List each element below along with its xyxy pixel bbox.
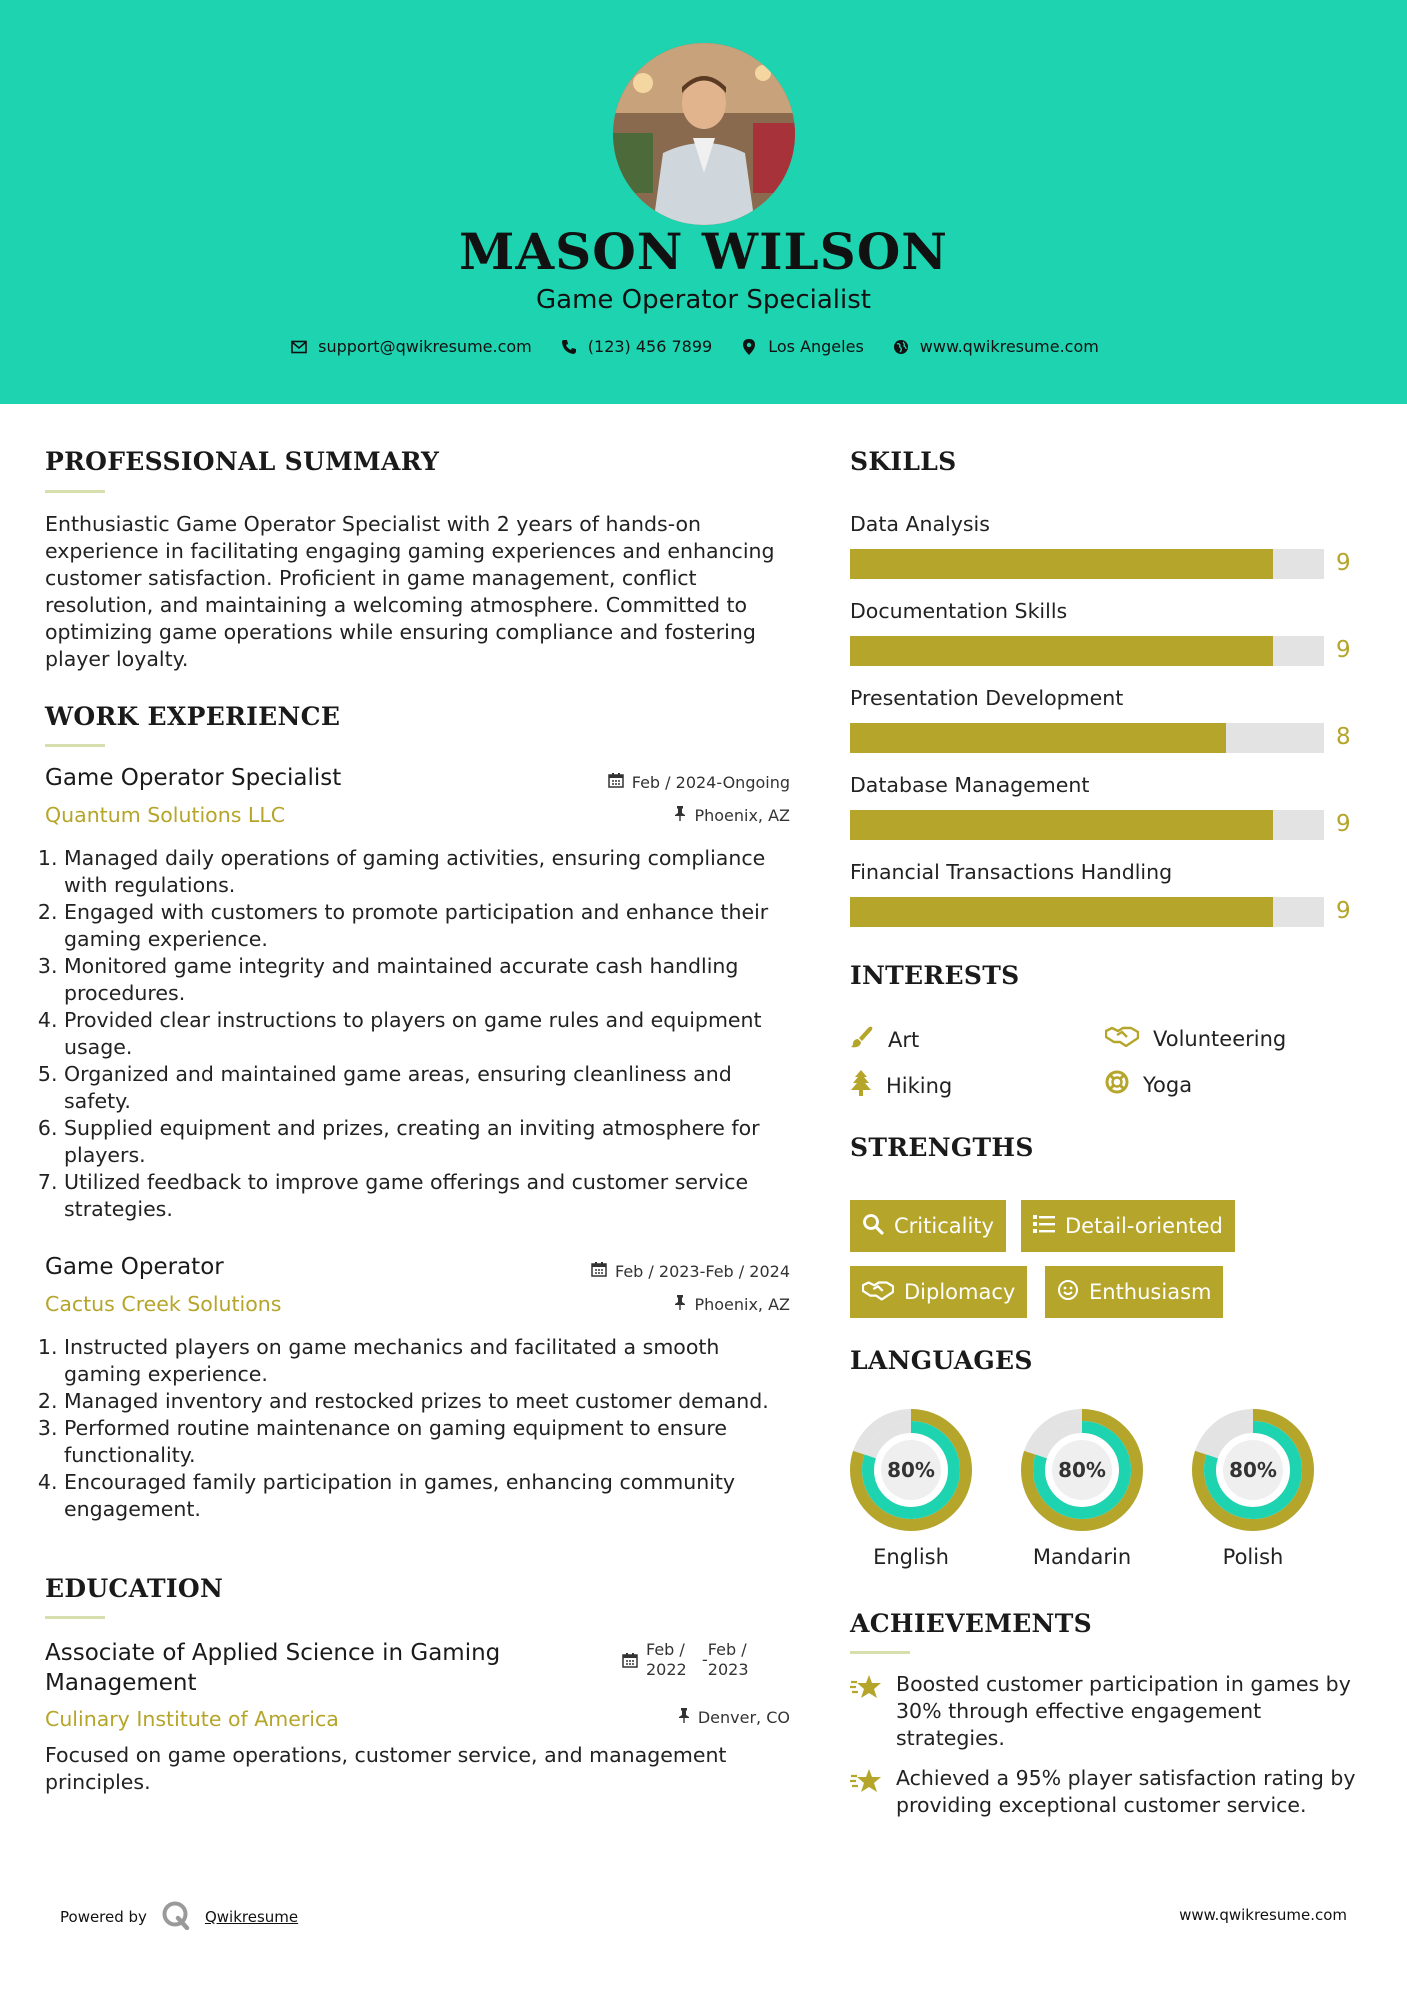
skill-bar-fill [850, 810, 1273, 840]
strength-chip [850, 1200, 1006, 1252]
skill-score: 9 [1336, 637, 1351, 663]
achievement-text: Boosted customer participation in games by 30% through effective engagement strategies. [896, 1672, 1351, 1750]
skill-label: Presentation Development [850, 686, 1124, 710]
phone-icon [560, 338, 578, 356]
achievement-item [850, 1765, 1370, 1819]
job-duties [38, 1334, 798, 1523]
achievement-item [850, 1671, 1370, 1752]
strength-chip [1021, 1200, 1235, 1252]
skill-bar-fill [850, 549, 1273, 579]
language-ring [850, 1409, 972, 1536]
calendar-icon [622, 1652, 638, 1672]
education-heading: EDUCATION [45, 1574, 224, 1603]
skill-bar-track [850, 549, 1324, 579]
language-percent: 80% [1229, 1458, 1277, 1482]
skill-label: Data Analysis [850, 512, 990, 536]
interest-label: Art [888, 1027, 920, 1052]
skill-bar-track [850, 810, 1324, 840]
paintbrush-icon [850, 1025, 874, 1054]
education-date-separator: - [702, 1650, 708, 1669]
pushpin-icon [674, 1294, 686, 1314]
list-item: 1. Managed daily operations of gaming activities, ensuring compliance with regulations. [64, 845, 798, 899]
job-location [520, 1294, 790, 1314]
powered-by-label: Powered by [60, 1908, 147, 1926]
list-item: 6. Supplied equipment and prizes, creating an inviting atmosphere for players. [64, 1115, 798, 1169]
qwikresume-logo-icon [161, 1900, 191, 1934]
job-location [520, 805, 790, 825]
list-item: 1. Instructed players on game mechanics and facilitated a smooth gaming experience. [64, 1334, 798, 1388]
handshake-icon [1105, 1025, 1139, 1052]
strength-chip [850, 1266, 1027, 1318]
header-banner [0, 0, 1407, 404]
skill-score: 8 [1336, 724, 1351, 750]
education-description: Focused on game operations, customer service, and management principles. [45, 1743, 727, 1794]
summary-text: Enthusiastic Game Operator Specialist with 2 years of hands-on experience in facilitating engaging gaming experiences and enhancing customer satisfaction. Proficient in game management, conflict resolution, and maintaining a welcoming atmosphere. Committed to optimizing game operations while ensuring compliance and fostering player loyalty. [45, 512, 775, 671]
strength-label: Criticality [894, 1214, 994, 1238]
calendar-icon [608, 772, 624, 792]
skill-bar-track [850, 636, 1324, 666]
footer-powered-by [60, 1900, 298, 1934]
experience-rule [45, 744, 105, 747]
skill-score: 9 [1336, 811, 1351, 837]
job-dates-text: Feb / 2023-Feb / 2024 [615, 1261, 790, 1281]
list-icon [1033, 1214, 1055, 1239]
skill-score: 9 [1336, 550, 1351, 576]
list-item: 7. Utilized feedback to improve game offerings and customer service strategies. [64, 1169, 798, 1223]
summary-rule [45, 490, 105, 493]
skill-score: 9 [1336, 898, 1351, 924]
education-location [520, 1707, 790, 1727]
skill-label: Financial Transactions Handling [850, 860, 1173, 884]
languages-heading: LANGUAGES [850, 1346, 1033, 1375]
language-ring [1192, 1409, 1314, 1536]
skill-bar-fill [850, 636, 1273, 666]
strength-chip [1045, 1266, 1223, 1318]
education-end: Feb / 2023 [707, 1640, 749, 1679]
education-start: Feb / 2022 [646, 1640, 687, 1679]
language-percent: 80% [887, 1458, 935, 1482]
interest-item [850, 1025, 919, 1054]
strength-label: Enthusiasm [1089, 1280, 1212, 1304]
job-location-text: Phoenix, AZ [694, 1294, 790, 1314]
interest-item [850, 1070, 952, 1101]
language-name: Mandarin [1032, 1545, 1132, 1569]
job-dates [520, 1261, 790, 1281]
interest-label: Volunteering [1153, 1026, 1287, 1051]
lifebuoy-icon [1105, 1070, 1129, 1099]
skill-label: Documentation Skills [850, 599, 1068, 623]
list-item: 3. Performed routine maintenance on gaming equipment to ensure functionality. [64, 1415, 798, 1469]
job-dates [520, 772, 790, 792]
contact-website[interactable]: www.qwikresume.com [919, 337, 1099, 356]
education-location-text: Denver, CO [697, 1707, 790, 1727]
interest-item [1105, 1025, 1286, 1052]
achievements-rule [850, 1651, 910, 1654]
job-title: Game Operator Specialist [45, 765, 342, 791]
footer-website[interactable]: www.qwikresume.com [1179, 1906, 1347, 1924]
skill-bar-track [850, 897, 1324, 927]
smile-icon [1057, 1279, 1079, 1306]
achievement-text: Achieved a 95% player satisfaction rating by providing exceptional customer service. [896, 1766, 1356, 1817]
globe-icon [892, 338, 910, 356]
award-star-icon [850, 1767, 882, 1819]
envelope-icon [290, 338, 308, 356]
skill-label: Database Management [850, 773, 1090, 797]
achievements-heading: ACHIEVEMENTS [850, 1609, 1092, 1638]
job-company: Cactus Creek Solutions [45, 1292, 282, 1316]
pushpin-icon [678, 1707, 690, 1727]
contact-email[interactable]: support@qwikresume.com [318, 337, 532, 356]
contact-location: Los Angeles [768, 337, 864, 356]
list-item: 2. Managed inventory and restocked prizes to meet customer demand. [64, 1388, 798, 1415]
award-star-icon [850, 1673, 882, 1752]
strength-label: Detail-oriented [1065, 1214, 1223, 1238]
education-school: Culinary Institute of America [45, 1707, 339, 1731]
language-name: Polish [1222, 1545, 1284, 1569]
education-rule [45, 1616, 105, 1619]
calendar-icon [591, 1261, 607, 1281]
job-title: Game Operator [45, 1254, 224, 1280]
job-company: Quantum Solutions LLC [45, 803, 286, 827]
skills-heading: SKILLS [850, 447, 957, 476]
skill-bar-track [850, 723, 1324, 753]
job-duties [38, 845, 798, 1223]
candidate-name: MASON WILSON [459, 222, 948, 281]
strength-label: Diplomacy [904, 1280, 1016, 1304]
contact-row [0, 337, 1407, 356]
language-name: English [873, 1545, 949, 1569]
qwikresume-link[interactable]: Qwikresume [204, 1908, 299, 1926]
profile-photo-illustration [613, 43, 795, 225]
list-item: 4. Encouraged family participation in games, enhancing community engagement. [64, 1469, 798, 1523]
skill-bar-fill [850, 897, 1273, 927]
candidate-title: Game Operator Specialist [536, 285, 871, 315]
interests-heading: INTERESTS [850, 961, 1020, 990]
tree-icon [850, 1070, 872, 1101]
language-ring [1021, 1409, 1143, 1536]
map-pin-icon [740, 338, 758, 356]
profile-photo [613, 43, 795, 225]
list-item: 2. Engaged with customers to promote participation and enhance their gaming experience. [64, 899, 798, 953]
job-location-text: Phoenix, AZ [694, 805, 790, 825]
education-dates [622, 1640, 756, 1680]
handshake-icon [862, 1279, 894, 1306]
interest-label: Hiking [886, 1073, 953, 1098]
contact-phone[interactable]: (123) 456 7899 [587, 337, 713, 356]
job-dates-text: Feb / 2024-Ongoing [631, 772, 790, 792]
interest-item [1105, 1070, 1192, 1099]
language-percent: 80% [1058, 1458, 1106, 1482]
strengths-heading: STRENGTHS [850, 1133, 1034, 1162]
list-item: 4. Provided clear instructions to players on game rules and equipment usage. [64, 1007, 798, 1061]
list-item: 3. Monitored game integrity and maintained accurate cash handling procedures. [64, 953, 798, 1007]
interest-label: Yoga [1143, 1072, 1193, 1097]
education-degree: Associate of Applied Science in Gaming Management [45, 1640, 501, 1696]
search-icon [862, 1213, 884, 1240]
summary-heading: PROFESSIONAL SUMMARY [45, 447, 440, 476]
list-item: 5. Organized and maintained game areas, ensuring cleanliness and safety. [64, 1061, 798, 1115]
pushpin-icon [674, 805, 686, 825]
experience-heading: WORK EXPERIENCE [45, 702, 341, 731]
skill-bar-fill [850, 723, 1226, 753]
